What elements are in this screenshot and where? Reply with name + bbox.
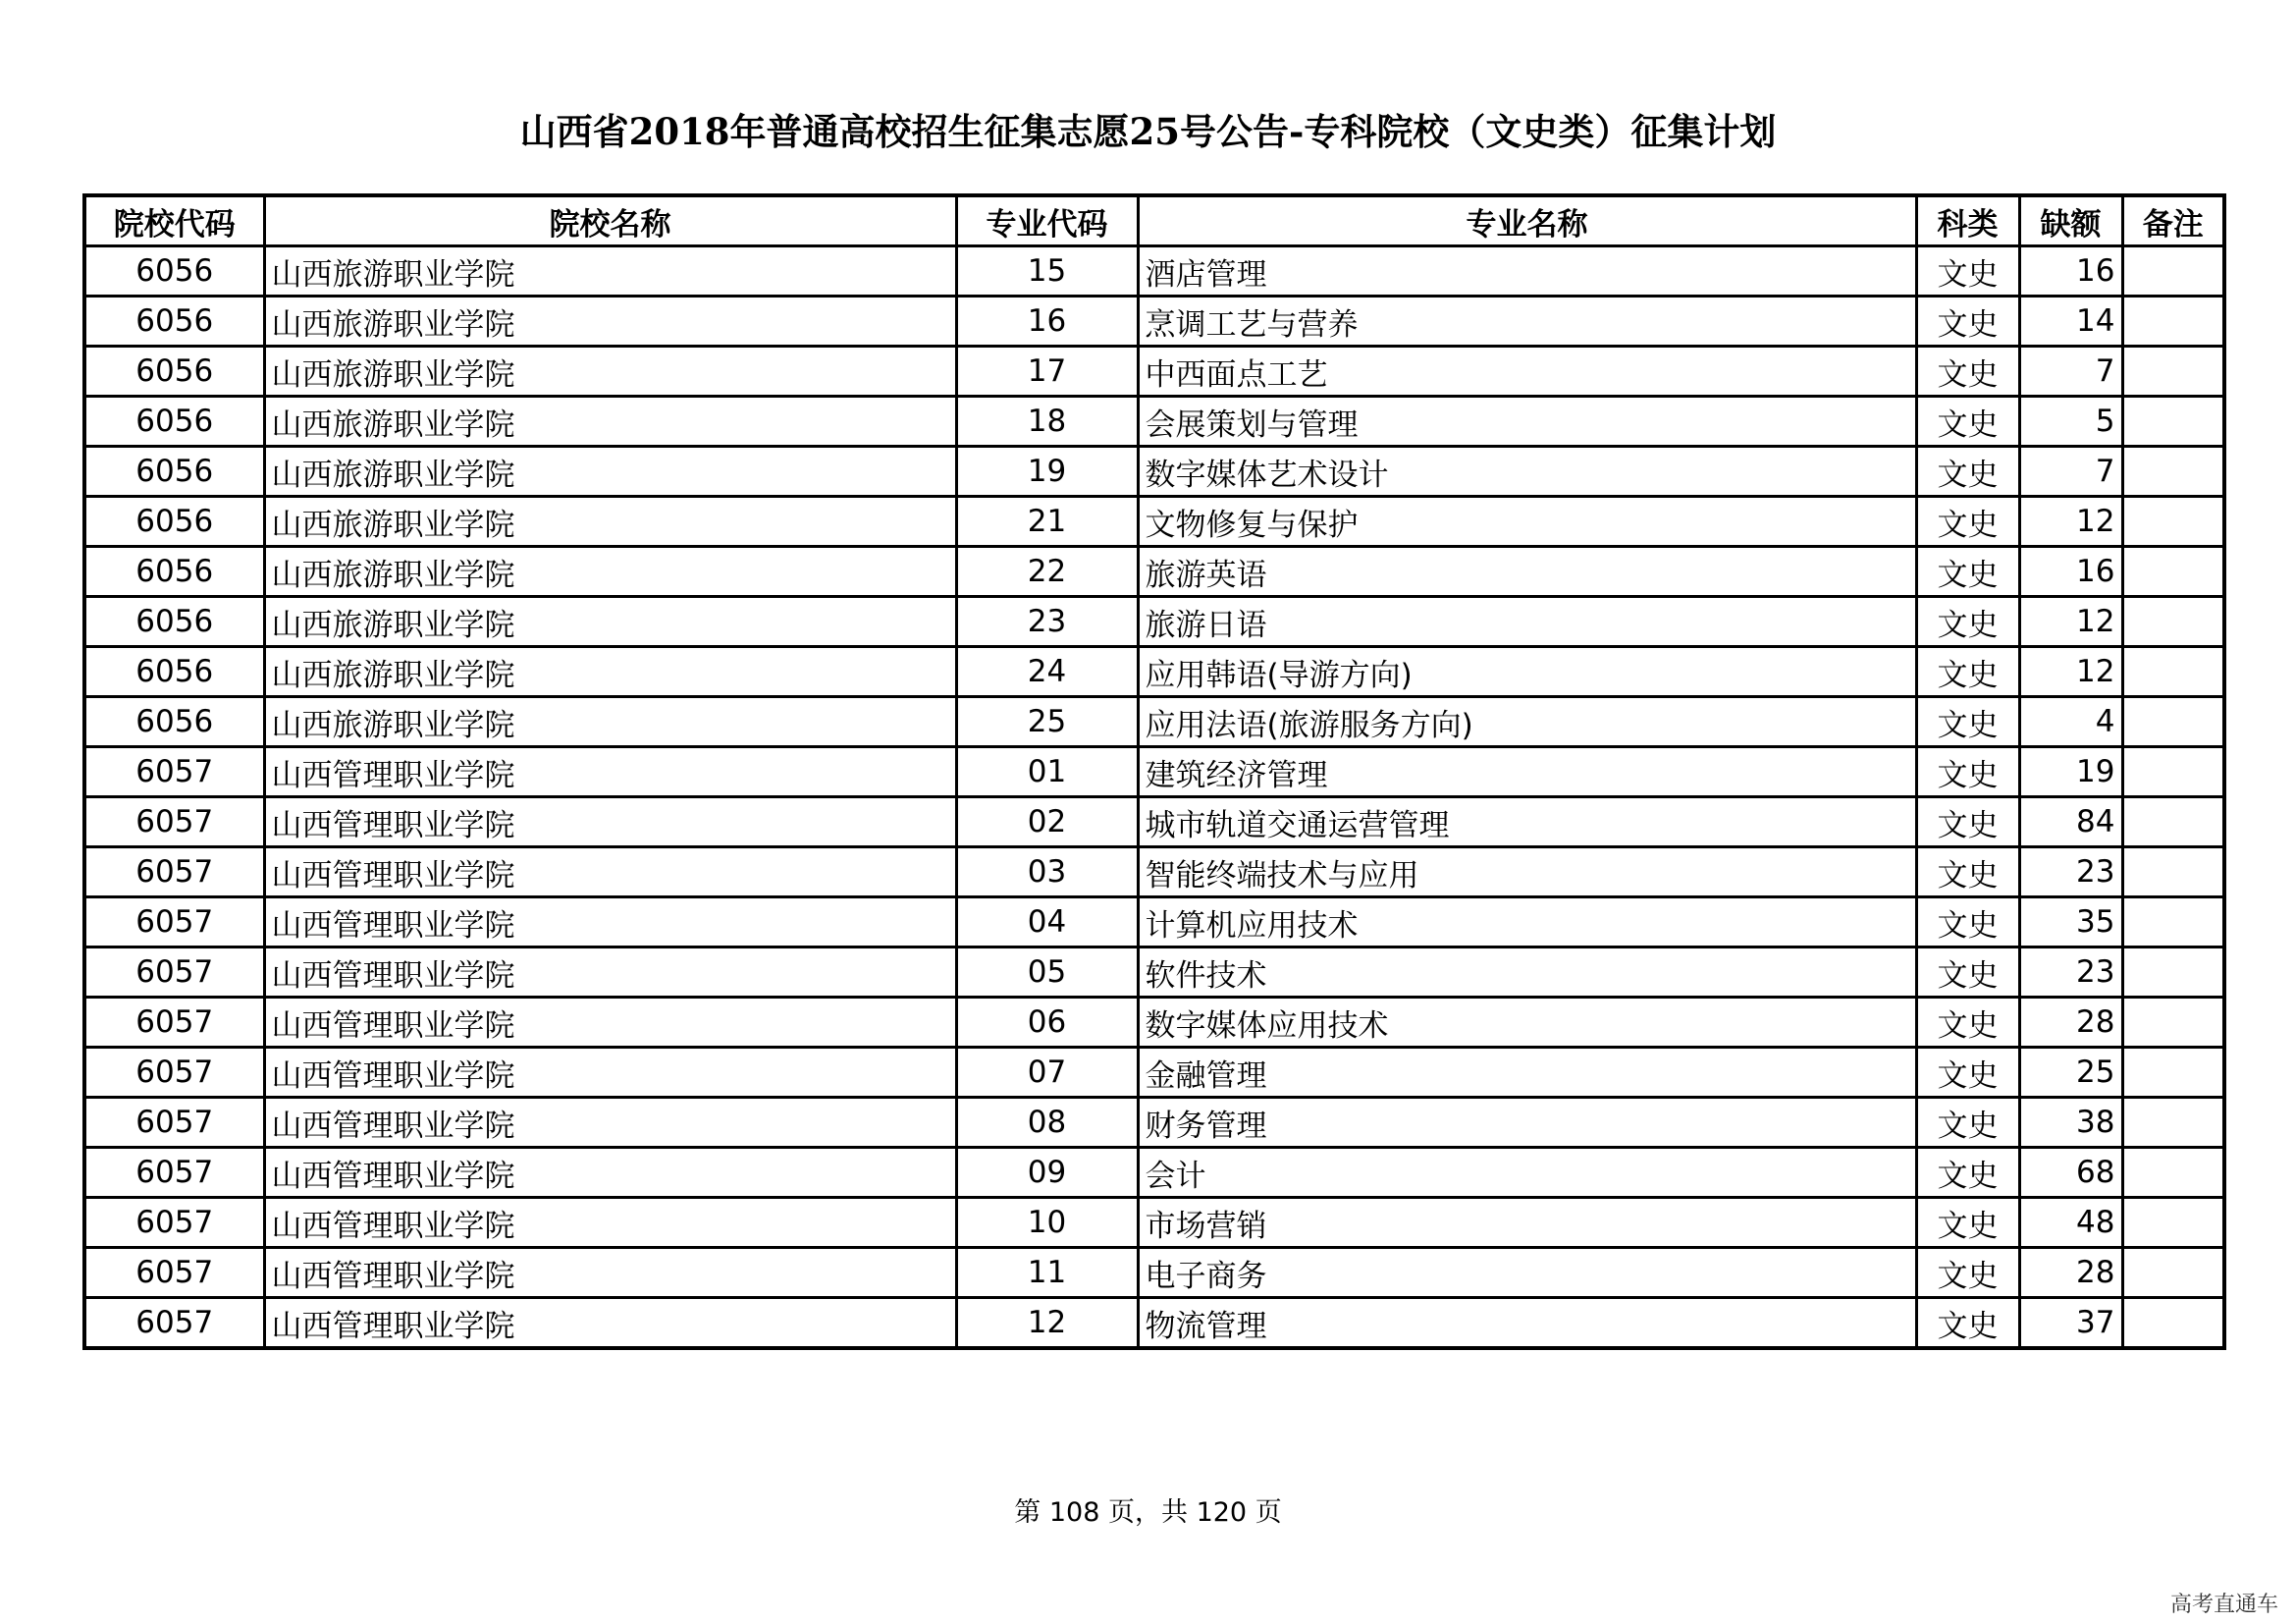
header-category: 科类 (1916, 195, 2019, 246)
remarks-cell (2122, 547, 2224, 597)
vacancies-cell: 25 (2019, 1048, 2122, 1098)
remarks-cell (2122, 697, 2224, 747)
remarks-cell (2122, 797, 2224, 847)
vacancies-cell: 48 (2019, 1198, 2122, 1248)
table-row (84, 697, 2224, 747)
school-name-cell: 山西管理职业学院 (264, 1298, 956, 1349)
school-name-cell: 山西管理职业学院 (264, 1048, 956, 1098)
remarks-cell (2122, 297, 2224, 347)
school-name-cell: 山西管理职业学院 (264, 998, 956, 1048)
vacancies-cell: 5 (2019, 397, 2122, 447)
table-row (84, 347, 2224, 397)
school-name-cell: 山西管理职业学院 (264, 847, 956, 897)
page-number: 第 108 页，共 120 页 (1014, 1497, 1282, 1528)
major-code-cell: 23 (956, 597, 1138, 647)
major-name-cell: 会计 (1138, 1148, 1916, 1198)
header-school-name: 院校名称 (264, 195, 956, 246)
category-cell: 文史 (1916, 397, 2019, 447)
major-name-cell: 旅游英语 (1138, 547, 1916, 597)
major-code-cell: 18 (956, 397, 1138, 447)
major-code-cell: 12 (956, 1298, 1138, 1349)
major-name-cell: 会展策划与管理 (1138, 397, 1916, 447)
category-cell: 文史 (1916, 597, 2019, 647)
enrollment-plan-table (82, 193, 2226, 1350)
major-code-cell: 03 (956, 847, 1138, 897)
major-code-cell: 02 (956, 797, 1138, 847)
remarks-cell (2122, 947, 2224, 998)
major-name-cell: 建筑经济管理 (1138, 747, 1916, 797)
category-cell: 文史 (1916, 1148, 2019, 1198)
major-code-cell: 11 (956, 1248, 1138, 1298)
table-row (84, 547, 2224, 597)
school-name-cell: 山西管理职业学院 (264, 897, 956, 947)
school-name-cell: 山西管理职业学院 (264, 747, 956, 797)
vacancies-cell: 68 (2019, 1148, 2122, 1198)
category-cell: 文史 (1916, 1048, 2019, 1098)
school-code-cell: 6056 (84, 497, 264, 547)
page-title: 山西省2018年普通高校招生征集志愿25号公告-专科院校（文史类）征集计划 (519, 110, 1777, 153)
category-cell: 文史 (1916, 1098, 2019, 1148)
school-code-cell: 6056 (84, 697, 264, 747)
remarks-cell (2122, 1098, 2224, 1148)
table-header-row (84, 195, 2224, 246)
vacancies-cell: 12 (2019, 497, 2122, 547)
major-name-cell: 智能终端技术与应用 (1138, 847, 1916, 897)
category-cell: 文史 (1916, 497, 2019, 547)
school-code-cell: 6057 (84, 1148, 264, 1198)
category-cell: 文史 (1916, 1198, 2019, 1248)
school-code-cell: 6056 (84, 647, 264, 697)
table-row (84, 297, 2224, 347)
school-name-cell: 山西管理职业学院 (264, 947, 956, 998)
vacancies-cell: 28 (2019, 998, 2122, 1048)
remarks-cell (2122, 1248, 2224, 1298)
table-row (84, 647, 2224, 697)
major-code-cell: 05 (956, 947, 1138, 998)
school-code-cell: 6057 (84, 947, 264, 998)
remarks-cell (2122, 497, 2224, 547)
school-code-cell: 6057 (84, 1098, 264, 1148)
remarks-cell (2122, 747, 2224, 797)
school-name-cell: 山西旅游职业学院 (264, 497, 956, 547)
school-code-cell: 6057 (84, 1248, 264, 1298)
school-code-cell: 6056 (84, 597, 264, 647)
header-remarks: 备注 (2122, 195, 2224, 246)
major-code-cell: 01 (956, 747, 1138, 797)
remarks-cell (2122, 1148, 2224, 1198)
vacancies-cell: 7 (2019, 347, 2122, 397)
school-name-cell: 山西管理职业学院 (264, 1098, 956, 1148)
table-row (84, 397, 2224, 447)
vacancies-cell: 12 (2019, 597, 2122, 647)
school-code-cell: 6056 (84, 397, 264, 447)
vacancies-cell: 28 (2019, 1248, 2122, 1298)
school-name-cell: 山西旅游职业学院 (264, 397, 956, 447)
major-name-cell: 酒店管理 (1138, 246, 1916, 297)
major-name-cell: 旅游日语 (1138, 597, 1916, 647)
category-cell: 文史 (1916, 297, 2019, 347)
major-name-cell: 物流管理 (1138, 1298, 1916, 1349)
school-name-cell: 山西管理职业学院 (264, 797, 956, 847)
major-code-cell: 21 (956, 497, 1138, 547)
school-code-cell: 6057 (84, 998, 264, 1048)
category-cell: 文史 (1916, 897, 2019, 947)
remarks-cell (2122, 347, 2224, 397)
header-major-name: 专业名称 (1138, 195, 1916, 246)
major-name-cell: 计算机应用技术 (1138, 897, 1916, 947)
table-row (84, 246, 2224, 297)
major-name-cell: 应用法语(旅游服务方向) (1138, 697, 1916, 747)
category-cell: 文史 (1916, 547, 2019, 597)
major-code-cell: 24 (956, 647, 1138, 697)
major-code-cell: 04 (956, 897, 1138, 947)
school-code-cell: 6057 (84, 1048, 264, 1098)
vacancies-cell: 23 (2019, 847, 2122, 897)
category-cell: 文史 (1916, 447, 2019, 497)
remarks-cell (2122, 647, 2224, 697)
vacancies-cell: 35 (2019, 897, 2122, 947)
table-row (84, 497, 2224, 547)
remarks-cell (2122, 447, 2224, 497)
school-name-cell: 山西旅游职业学院 (264, 246, 956, 297)
major-code-cell: 19 (956, 447, 1138, 497)
major-name-cell: 电子商务 (1138, 1248, 1916, 1298)
remarks-cell (2122, 998, 2224, 1048)
vacancies-cell: 7 (2019, 447, 2122, 497)
school-name-cell: 山西旅游职业学院 (264, 647, 956, 697)
major-code-cell: 06 (956, 998, 1138, 1048)
school-code-cell: 6057 (84, 897, 264, 947)
table-row (84, 597, 2224, 647)
major-code-cell: 15 (956, 246, 1138, 297)
major-name-cell: 文物修复与保护 (1138, 497, 1916, 547)
vacancies-cell: 23 (2019, 947, 2122, 998)
school-name-cell: 山西管理职业学院 (264, 1248, 956, 1298)
school-name-cell: 山西旅游职业学院 (264, 597, 956, 647)
major-name-cell: 应用韩语(导游方向) (1138, 647, 1916, 697)
category-cell: 文史 (1916, 998, 2019, 1048)
school-code-cell: 6056 (84, 347, 264, 397)
school-name-cell: 山西旅游职业学院 (264, 447, 956, 497)
remarks-cell (2122, 897, 2224, 947)
table-row (84, 1048, 2224, 1098)
header-major-code: 专业代码 (956, 195, 1138, 246)
school-code-cell: 6057 (84, 1298, 264, 1349)
category-cell: 文史 (1916, 697, 2019, 747)
table-row (84, 998, 2224, 1048)
table-row (84, 1198, 2224, 1248)
school-name-cell: 山西管理职业学院 (264, 1198, 956, 1248)
remarks-cell (2122, 597, 2224, 647)
major-name-cell: 中西面点工艺 (1138, 347, 1916, 397)
major-name-cell: 市场营销 (1138, 1198, 1916, 1248)
remarks-cell (2122, 397, 2224, 447)
category-cell: 文史 (1916, 246, 2019, 297)
major-name-cell: 数字媒体应用技术 (1138, 998, 1916, 1048)
school-name-cell: 山西旅游职业学院 (264, 547, 956, 597)
school-code-cell: 6056 (84, 447, 264, 497)
school-name-cell: 山西旅游职业学院 (264, 697, 956, 747)
school-code-cell: 6056 (84, 246, 264, 297)
major-name-cell: 金融管理 (1138, 1048, 1916, 1098)
table-row (84, 1148, 2224, 1198)
school-code-cell: 6057 (84, 1198, 264, 1248)
major-name-cell: 烹调工艺与营养 (1138, 297, 1916, 347)
vacancies-cell: 12 (2019, 647, 2122, 697)
table-row (84, 1248, 2224, 1298)
header-vacancies: 缺额 (2019, 195, 2122, 246)
category-cell: 文史 (1916, 347, 2019, 397)
watermark: 高考直通车 (2169, 1593, 2278, 1617)
remarks-cell (2122, 1298, 2224, 1349)
major-name-cell: 城市轨道交通运营管理 (1138, 797, 1916, 847)
table-row (84, 797, 2224, 847)
major-code-cell: 07 (956, 1048, 1138, 1098)
table-row (84, 847, 2224, 897)
header-school-code: 院校代码 (84, 195, 264, 246)
major-name-cell: 软件技术 (1138, 947, 1916, 998)
table-row (84, 1298, 2224, 1349)
school-code-cell: 6056 (84, 547, 264, 597)
vacancies-cell: 19 (2019, 747, 2122, 797)
category-cell: 文史 (1916, 1248, 2019, 1298)
school-code-cell: 6057 (84, 847, 264, 897)
major-code-cell: 16 (956, 297, 1138, 347)
school-code-cell: 6057 (84, 747, 264, 797)
vacancies-cell: 16 (2019, 547, 2122, 597)
major-code-cell: 25 (956, 697, 1138, 747)
major-code-cell: 10 (956, 1198, 1138, 1248)
school-code-cell: 6056 (84, 297, 264, 347)
major-name-cell: 财务管理 (1138, 1098, 1916, 1148)
major-code-cell: 08 (956, 1098, 1138, 1148)
vacancies-cell: 84 (2019, 797, 2122, 847)
vacancies-cell: 37 (2019, 1298, 2122, 1349)
major-name-cell: 数字媒体艺术设计 (1138, 447, 1916, 497)
remarks-cell (2122, 1048, 2224, 1098)
category-cell: 文史 (1916, 1298, 2019, 1349)
table-row (84, 747, 2224, 797)
vacancies-cell: 14 (2019, 297, 2122, 347)
school-code-cell: 6057 (84, 797, 264, 847)
vacancies-cell: 16 (2019, 246, 2122, 297)
school-name-cell: 山西管理职业学院 (264, 1148, 956, 1198)
school-name-cell: 山西旅游职业学院 (264, 297, 956, 347)
table-row (84, 1098, 2224, 1148)
remarks-cell (2122, 847, 2224, 897)
table-row (84, 447, 2224, 497)
remarks-cell (2122, 1198, 2224, 1248)
table-row (84, 947, 2224, 998)
table-row (84, 897, 2224, 947)
category-cell: 文史 (1916, 647, 2019, 697)
category-cell: 文史 (1916, 947, 2019, 998)
school-name-cell: 山西旅游职业学院 (264, 347, 956, 397)
major-code-cell: 09 (956, 1148, 1138, 1198)
major-code-cell: 17 (956, 347, 1138, 397)
category-cell: 文史 (1916, 747, 2019, 797)
category-cell: 文史 (1916, 847, 2019, 897)
vacancies-cell: 38 (2019, 1098, 2122, 1148)
major-code-cell: 22 (956, 547, 1138, 597)
remarks-cell (2122, 246, 2224, 297)
category-cell: 文史 (1916, 797, 2019, 847)
vacancies-cell: 4 (2019, 697, 2122, 747)
